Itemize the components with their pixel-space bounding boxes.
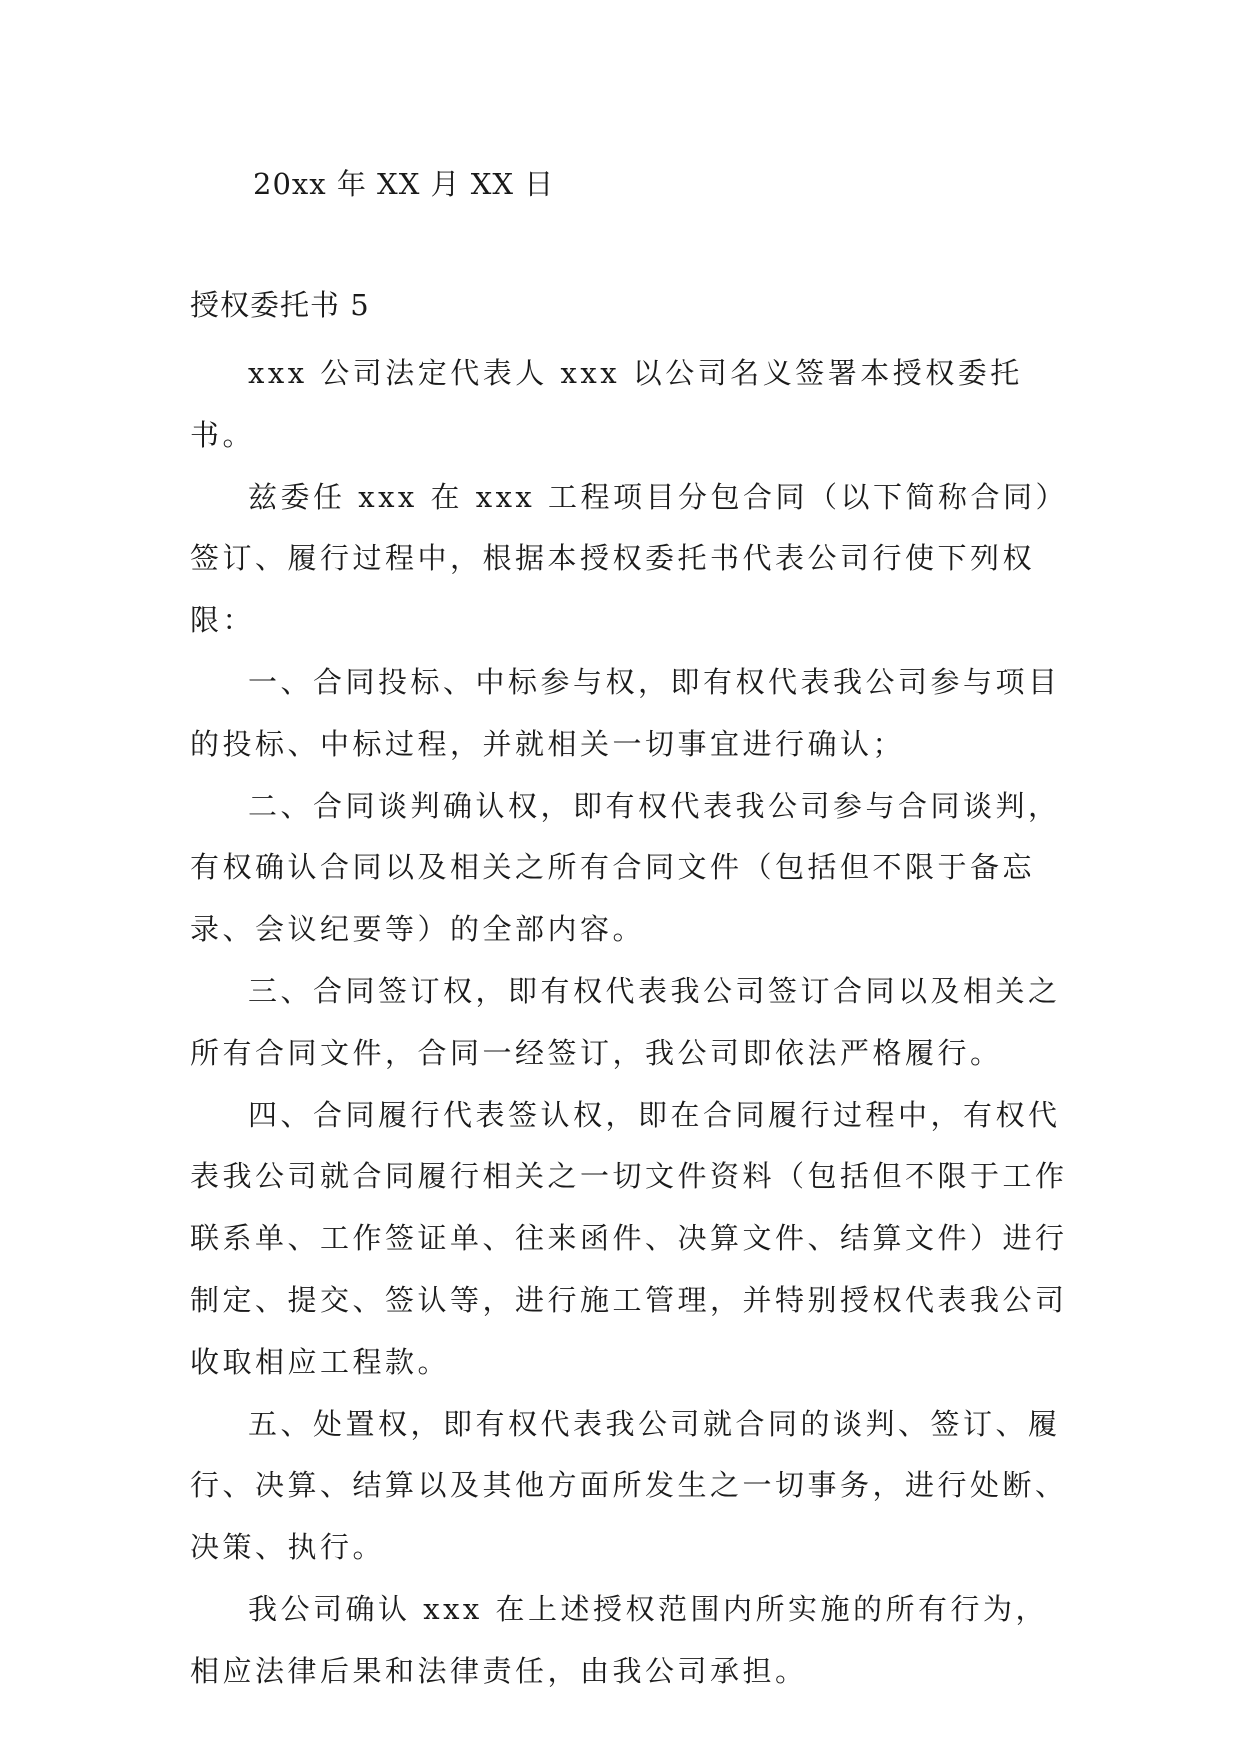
document-title: 授权委托书 5 bbox=[190, 288, 370, 322]
paragraph-right-4: 四、合同履行代表签认权，即在合同履行过程中，有权代表我公司就合同履行相关之一切文件资料（包括但不限于工作联系单、工作签证单、往来函件、决算文件、结算文件）进行制定、提交、签认等，进行施工管理，并特别授权代表我公司收取相应工程款。 bbox=[190, 1097, 1068, 1379]
paragraph-right-5: 五、处置权，即有权代表我公司就合同的谈判、签订、履行、决算、结算以及其他方面所发生之一切事务，进行处断、决策、执行。 bbox=[190, 1406, 1068, 1565]
paragraph-confirmation: 我公司确认 xxx 在上述授权范围内所实施的所有行为，相应法律后果和法律责任，由我公司承担。 bbox=[190, 1591, 1049, 1688]
paragraph-appointment: 兹委任 xxx 在 xxx 工程项目分包合同（以下简称合同）签订、履行过程中，根据本授权委托书代表公司行使下列权限： bbox=[190, 479, 1069, 638]
date-line: 20xx 年 XX 月 XX 日 bbox=[253, 167, 555, 201]
paragraph-right-1: 一、合同投标、中标参与权，即有权代表我公司参与项目的投标、中标过程，并就相关一切事宜进行确认； bbox=[190, 664, 1061, 761]
paragraph-right-2: 二、合同谈判确认权，即有权代表我公司参与合同谈判，有权确认合同以及相关之所有合同文件（包括但不限于备忘录、会议纪要等）的全部内容。 bbox=[190, 788, 1061, 947]
document-body bbox=[190, 343, 1070, 1703]
paragraph-right-3: 三、合同签订权，即有权代表我公司签订合同以及相关之所有合同文件，合同一经签订，我公司即依法严格履行。 bbox=[190, 973, 1061, 1070]
paragraph-intro: xxx 公司法定代表人 xxx 以公司名义签署本授权委托书。 bbox=[190, 356, 1023, 452]
